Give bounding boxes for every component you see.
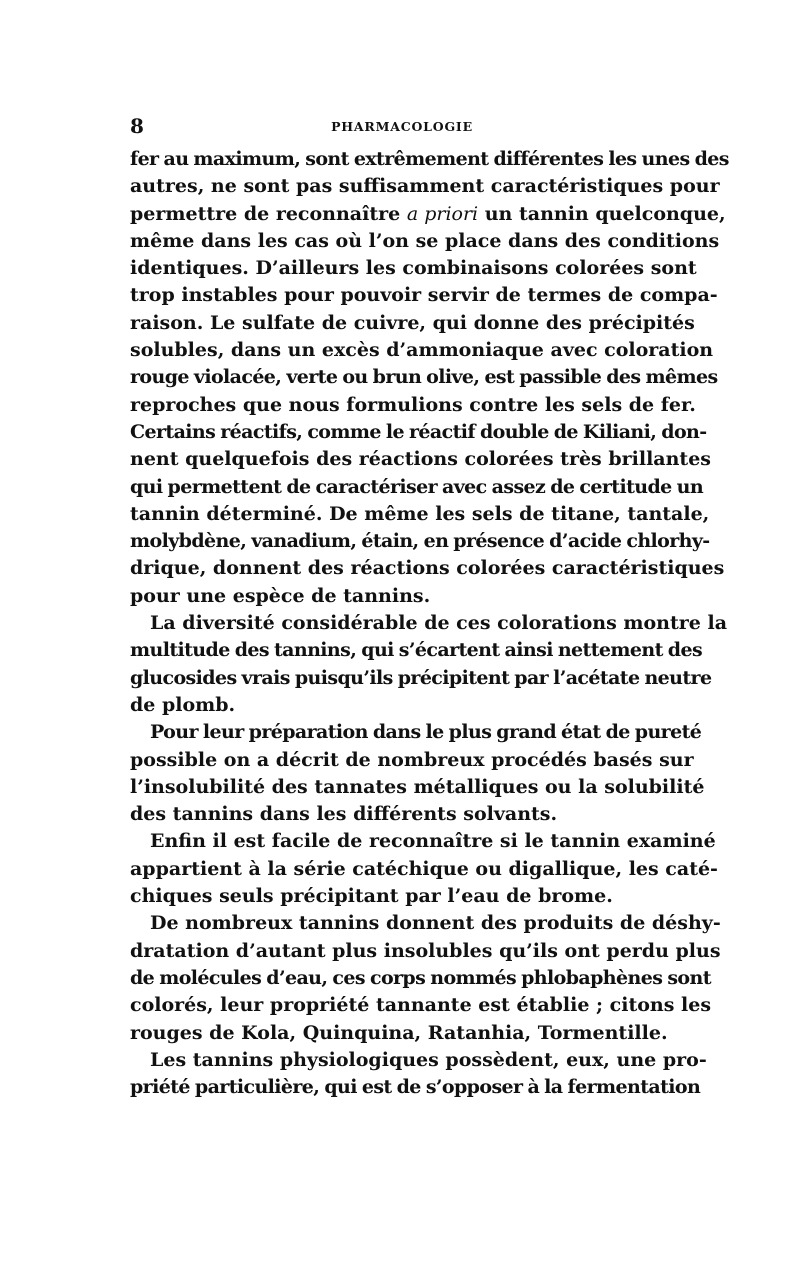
text-line: solubles, dans un excès d’ammoniaque avec coloration [130, 339, 714, 362]
page-header [130, 114, 674, 138]
text-line: identiques. D’ailleurs les combinaisons colorées sont [130, 257, 697, 280]
text-line: qui permettent de caractériser avec assez de certitude un [130, 475, 704, 498]
text-line: possible on a décrit de nombreux procédés basés sur [130, 748, 694, 771]
text-line: rouges de Kola, Quinquina, Ratanhia, Tormentille. [130, 1021, 668, 1044]
text-segment: permettre de reconnaître [130, 202, 407, 225]
text-line: molybdène, vanadium, étain, en présence d’acide chlorhy- [130, 530, 710, 553]
text-line: tannin déterminé. De même les sels de titane, tantale, [130, 502, 710, 525]
text-line: Les tannins physiologiques possèdent, eux, une pro- [150, 1048, 707, 1071]
text-line: autres, ne sont pas suffisamment caractéristiques pour [130, 175, 720, 198]
text-line: multitude des tannins, qui s’écartent ainsi nettement des [130, 639, 703, 662]
page-number: 8 [130, 114, 144, 138]
text-line [130, 201, 726, 228]
text-line: La diversité considérable de ces colorations montre la [150, 612, 728, 635]
text-line: Pour leur préparation dans le plus grand état de pureté [150, 721, 702, 744]
text-line: Enfin il est facile de reconnaître si le tannin examiné [150, 830, 716, 853]
text-line: De nombreux tannins donnent des produits de déshy- [150, 912, 721, 935]
text-line: colorés, leur propriété tannante est établie ; citons les [130, 994, 712, 1017]
text-line: fer au maximum, sont extrêmement différentes les unes des [130, 148, 729, 170]
text-line: l’insolubilité des tannates métalliques ou la solubilité [130, 775, 705, 798]
text-line: pour une espèce de tannins. [130, 584, 431, 607]
text-line: de plomb. [130, 693, 236, 716]
text-line: nent quelquefois des réactions colorées très brillantes [130, 448, 711, 471]
text-line: rouge violacée, verte ou brun olive, est passible des mêmes [130, 366, 718, 389]
text-line: reproches que nous formulions contre les sels de fer. [130, 393, 696, 416]
text-segment: un tannin quelconque, [478, 202, 726, 225]
text-line: appartient à la série catéchique ou digallique, les caté- [130, 857, 718, 880]
running-title: PHARMACOLOGIE [331, 119, 473, 134]
text-line: trop instables pour pouvoir servir de termes de compa- [130, 284, 718, 307]
text-line: chiques seuls précipitant par l’eau de brome. [130, 885, 613, 908]
text-line: dratation d’autant plus insolubles qu’ils ont perdu plus [130, 939, 721, 962]
text-line: Certains réactifs, comme le réactif double de Kiliani, don- [130, 420, 707, 443]
text-line: raison. Le sulfate de cuivre, qui donne des précipités [130, 311, 695, 334]
text-line: même dans les cas où l’on se place dans des conditions [130, 229, 720, 252]
text-line: des tannins dans les différents solvants. [130, 803, 558, 826]
text-line: drique, donnent des réactions colorées caractéristiques [130, 557, 725, 580]
text-line: de molécules d’eau, ces corps nommés phlobaphènes sont [130, 966, 711, 989]
body-text [130, 146, 729, 1101]
text-line: glucosides vrais puisqu’ils précipitent par l’acétate neutre [130, 666, 712, 689]
text-line: priété particulière, qui est de s’opposer à la fermentation [130, 1076, 701, 1099]
italic-phrase: a priori [406, 202, 479, 225]
